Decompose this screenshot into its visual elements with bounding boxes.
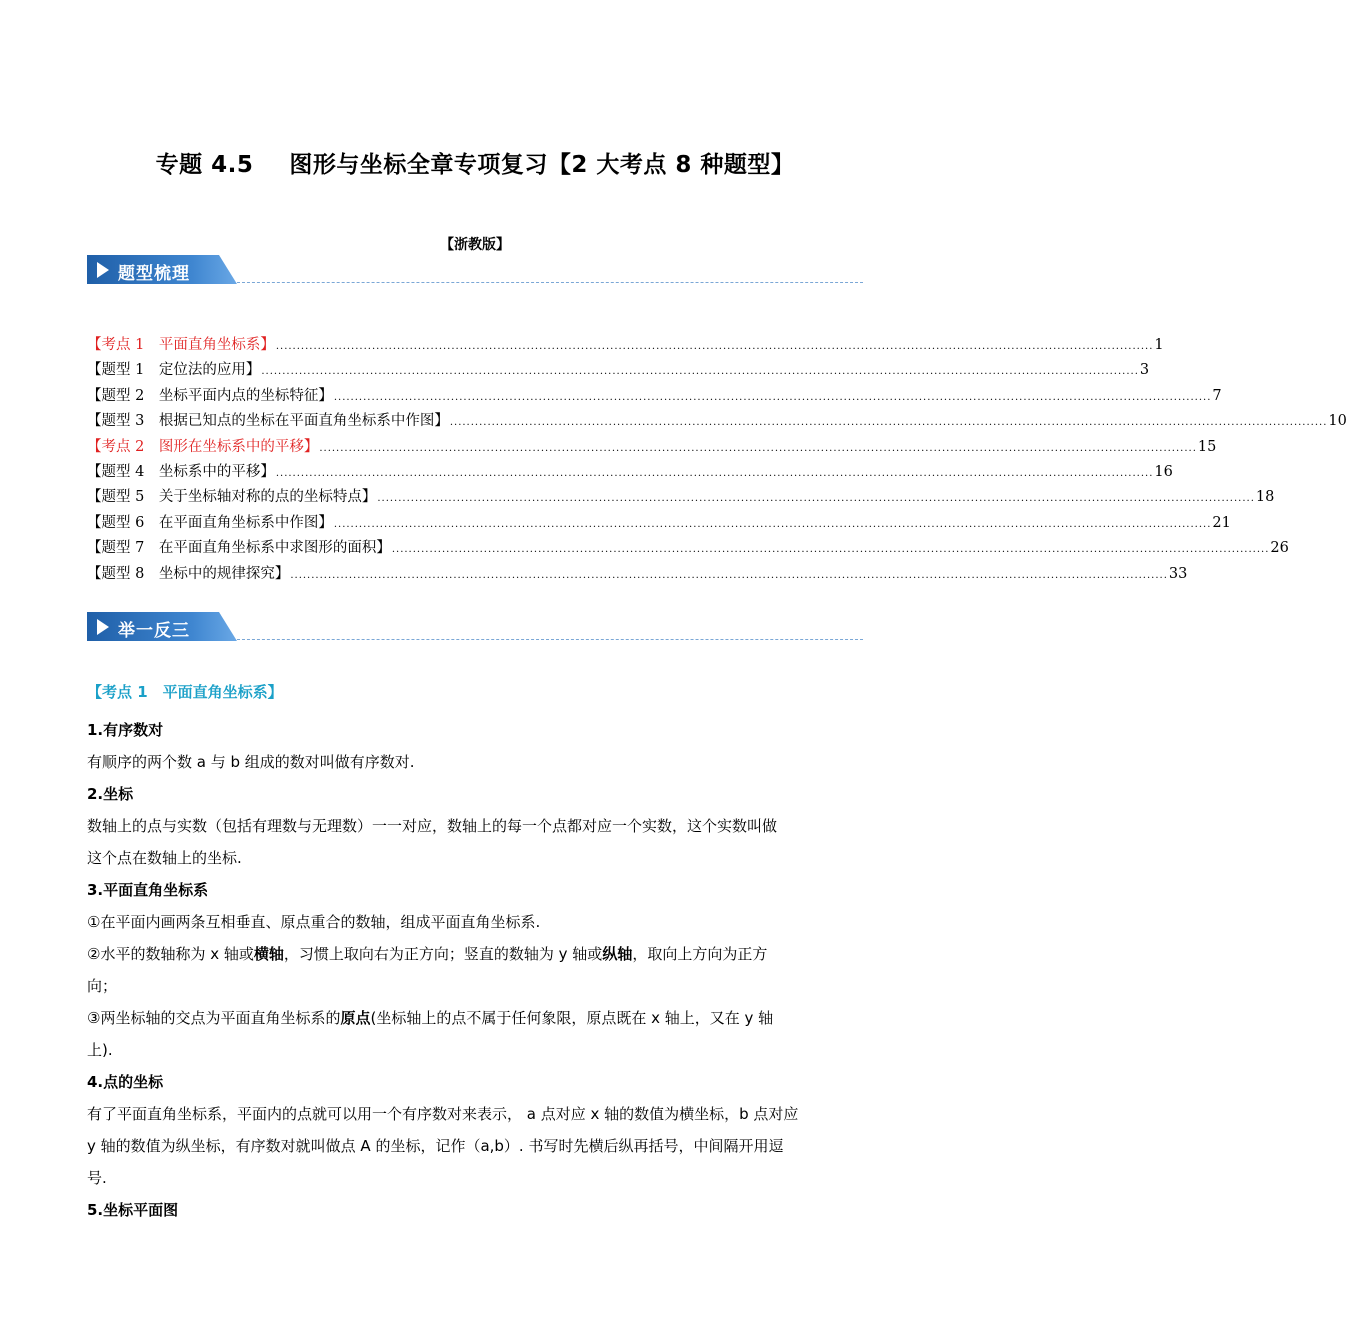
text-run: (坐标轴上的点不属于任何象限，原点既在 x 轴上，又在 y 轴: [370, 1009, 774, 1027]
banner-label: 举一反三: [118, 621, 190, 641]
toc-label: 【题型 5 关于坐标轴对称的点的坐标特点】: [87, 489, 377, 506]
section-content: [87, 676, 863, 1226]
table-of-contents: [87, 333, 1347, 587]
toc-label: 【题型 8 坐标中的规律探究】: [87, 565, 290, 582]
paragraph-line: [87, 1002, 863, 1034]
paragraph-line: 上).: [87, 1041, 113, 1059]
toc-entry[interactable]: [87, 333, 1164, 358]
title-number: 专题 4.5: [155, 152, 254, 178]
toc-entry[interactable]: [87, 562, 1188, 587]
paragraph: ①在平面内画两条互相垂直、原点重合的数轴，组成平面直角坐标系.: [87, 913, 541, 931]
toc-page: 3: [1139, 362, 1150, 379]
toc-page: 18: [1255, 489, 1275, 506]
toc-entry[interactable]: [87, 460, 1173, 485]
toc-entry[interactable]: [87, 435, 1217, 460]
toc-page: 7: [1212, 387, 1222, 404]
toc-leader: ..................................................................................................................................................................................................................: [275, 467, 1154, 479]
subsection-title: 1.有序数对: [87, 721, 164, 739]
toc-leader: ..................................................................................................................................................................................................................: [333, 391, 1212, 403]
paragraph-line: [87, 938, 863, 970]
toc-leader: ..................................................................................................................................................................................................................: [319, 442, 1197, 454]
play-arrow-icon: [97, 619, 109, 635]
toc-page: 26: [1270, 540, 1289, 557]
toc-leader: ..................................................................................................................................................................................................................: [391, 544, 1270, 556]
toc-label: 【题型 1 定位法的应用】: [87, 362, 261, 379]
toc-leader: ..................................................................................................................................................................................................................: [261, 366, 1139, 378]
toc-entry[interactable]: [87, 384, 1222, 409]
dashed-divider: [237, 639, 863, 640]
edition-label: 【浙教版】: [440, 237, 510, 253]
toc-page: 15: [1197, 438, 1217, 455]
paragraph-line: 向；: [87, 977, 118, 995]
toc-page: 16: [1154, 463, 1173, 480]
play-arrow-icon: [97, 262, 109, 278]
banner-toc: [87, 255, 863, 287]
text-run: ②水平的数轴称为 x 轴或: [87, 945, 254, 963]
subsection-title: 3.平面直角坐标系: [87, 881, 209, 899]
toc-page: 10: [1328, 413, 1347, 430]
text-run: ，取向上方向为正方: [632, 945, 768, 963]
toc-entry[interactable]: [87, 409, 1347, 434]
title-text: 图形与坐标全章专项复习【2 大考点 8 种题型】: [289, 152, 795, 178]
section-heading: 【考点 1 平面直角坐标系】: [87, 683, 283, 701]
toc-page: 1: [1154, 337, 1164, 353]
toc-leader: ..................................................................................................................................................................................................................: [275, 341, 1154, 352]
bold-term: 横轴: [253, 945, 284, 963]
toc-leader: ..................................................................................................................................................................................................................: [377, 493, 1255, 505]
toc-label: 【题型 6 在平面直角坐标系中作图】: [87, 514, 333, 531]
toc-label: 【题型 4 坐标系中的平移】: [87, 463, 275, 480]
paragraph: 有顺序的两个数 a 与 b 组成的数对叫做有序数对.: [87, 753, 415, 771]
dashed-divider: [237, 282, 863, 283]
toc-label: 【考点 1 平面直角坐标系】: [87, 337, 275, 353]
document-title: [0, 146, 950, 179]
toc-leader: ..................................................................................................................................................................................................................: [290, 569, 1168, 581]
paragraph-line: 数轴上的点与实数（包括有理数与无理数）一一对应，数轴上的每一个点都对应一个实数，这个实数叫做: [87, 817, 778, 835]
toc-label: 【题型 7 在平面直角坐标系中求图形的面积】: [87, 540, 391, 557]
bold-term: 纵轴: [602, 945, 633, 963]
banner-label: 题型梳理: [118, 264, 190, 284]
toc-entry[interactable]: [87, 511, 1231, 536]
text-run: ，习惯上取向右为正方向；竖直的数轴为 y 轴或: [283, 945, 603, 963]
toc-entry[interactable]: [87, 485, 1275, 510]
subsection-title: 4.点的坐标: [87, 1073, 164, 1091]
toc-page: 21: [1212, 514, 1231, 531]
subsection-title: 2.坐标: [87, 785, 134, 803]
banner-examples: [87, 612, 863, 644]
toc-label: 【考点 2 图形在坐标系中的平移】: [87, 438, 319, 455]
toc-entry[interactable]: [87, 358, 1150, 383]
toc-label: 【题型 2 坐标平面内点的坐标特征】: [87, 387, 333, 404]
toc-page: 33: [1168, 565, 1188, 582]
paragraph-line: 这个点在数轴上的坐标.: [87, 849, 242, 867]
toc-leader: ..................................................................................................................................................................................................................: [333, 518, 1212, 530]
paragraph-line: 号.: [87, 1169, 107, 1187]
subsection-title: 5.坐标平面图: [87, 1201, 179, 1219]
toc-label: 【题型 3 根据已知点的坐标在平面直角坐标系中作图】: [87, 413, 449, 430]
paragraph-line: y 轴的数值为纵坐标，有序数对就叫做点 A 的坐标，记作（a,b）. 书写时先横后纵再括号，中间隔开用逗: [87, 1137, 784, 1155]
paragraph-line: 有了平面直角坐标系，平面内的点就可以用一个有序数对来表示， a 点对应 x 轴的数值为横坐标，b 点对应: [87, 1105, 799, 1123]
bold-term: 原点: [340, 1009, 371, 1027]
text-run: ③两坐标轴的交点为平面直角坐标系的: [87, 1009, 341, 1027]
toc-leader: ..................................................................................................................................................................................................................: [449, 417, 1328, 429]
toc-entry[interactable]: [87, 536, 1289, 561]
